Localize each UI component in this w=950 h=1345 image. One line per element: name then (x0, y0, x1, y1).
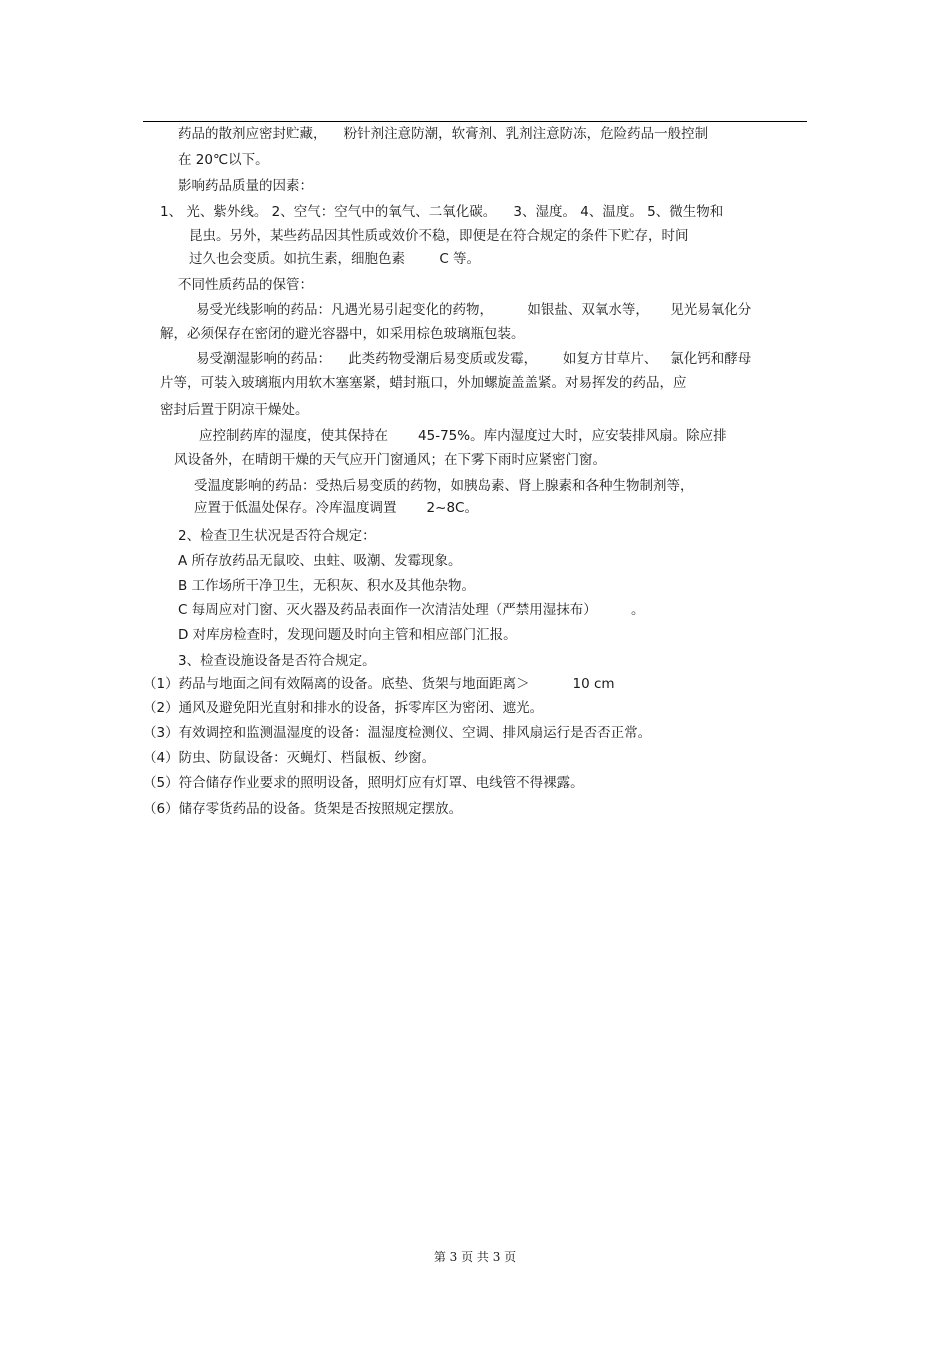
text-line: 2、检查卫生状况是否符合规定： (178, 528, 376, 544)
text-line: （3）有效调控和监测温湿度的设备：温湿度检测仪、空调、排风扇运行是否否正常。 (143, 725, 652, 741)
text-line: 解，必须保存在密闭的避光容器中，如采用棕色玻璃瓶包装。 (160, 326, 525, 342)
text-line: 3、检查设施设备是否符合规定。 (178, 653, 376, 669)
text-line: 片等，可装入玻璃瓶内用软木塞塞紧，蜡封瓶口，外加螺旋盖盖紧。对易挥发的药品，应 (160, 375, 687, 391)
text-line: （2）通风及避免阳光直射和排水的设备，拆零库区为密闭、遮光。 (143, 700, 544, 716)
text-line: 影响药品质量的因素： (178, 178, 313, 194)
text-line: 过久也会变质。如抗生素，细胞色素 C 等。 (189, 251, 481, 267)
text-line: 昆虫。另外，某些药品因其性质或效价不稳，即便是在符合规定的条件下贮存，时间 (189, 228, 689, 244)
text-line: 密封后置于阴凉干燥处。 (160, 402, 309, 418)
text-line: 应置于低温处保存。冷库温度调置 2~8C。 (194, 500, 478, 516)
text-line: B 工作场所干净卫生，无积灰、积水及其他杂物。 (178, 578, 476, 594)
text-line: （5）符合储存作业要求的照明设备，照明灯应有灯罩、电线管不得裸露。 (143, 775, 584, 791)
text-line: 易受光线影响的药品：凡遇光易引起变化的药物， 如银盐、双氧水等， 见光易氧化分 (196, 302, 752, 318)
text-line: D 对库房检查时，发现问题及时向主管和相应部门汇报。 (178, 627, 517, 643)
page-footer: 第 3 页 共 3 页 (433, 1250, 517, 1264)
text-line: （4）防虫、防鼠设备：灭蝇灯、档鼠板、纱窗。 (143, 750, 436, 766)
text-line: 应控制药库的湿度，使其保持在 45-75%。库内湿度过大时，应安装排风扇。除应排 (199, 428, 727, 444)
text-line: C 每周应对门窗、灭火器及药品表面作一次清洁处理（严禁用湿抹布） 。 (178, 602, 645, 618)
text-line: 药品的散剂应密封贮藏， 粉针剂注意防潮，软膏剂、乳剂注意防冻，危险药品一般控制 (178, 126, 709, 142)
text-line: 受温度影响的药品：受热后易变质的药物，如胰岛素、肾上腺素和各种生物制剂等， (194, 478, 694, 494)
text-line: （1）药品与地面之间有效隔离的设备。底垫、货架与地面距离＞ 10 cm (143, 676, 615, 692)
text-line: （6）储存零货药品的设备。货架是否按照规定摆放。 (143, 801, 463, 817)
text-line: 不同性质药品的保管： (178, 277, 313, 293)
text-line: 1、 光、紫外线。 2、空气：空气中的氧气、二氧化碳。 3、湿度。 4、温度。 5、微生物和 (160, 204, 724, 220)
text-line: A 所存放药品无鼠咬、虫蛀、吸潮、发霉现象。 (178, 553, 462, 569)
text-line: 在 20℃以下。 (178, 152, 269, 168)
header-rule (143, 121, 807, 122)
text-line: 易受潮湿影响的药品： 此类药物受潮后易变质或发霉， 如复方甘草片、 氯化钙和酵母 (196, 351, 752, 367)
text-line: 风设备外，在晴朗干燥的天气应开门窗通风；在下雾下雨时应紧密门窗。 (174, 452, 606, 468)
